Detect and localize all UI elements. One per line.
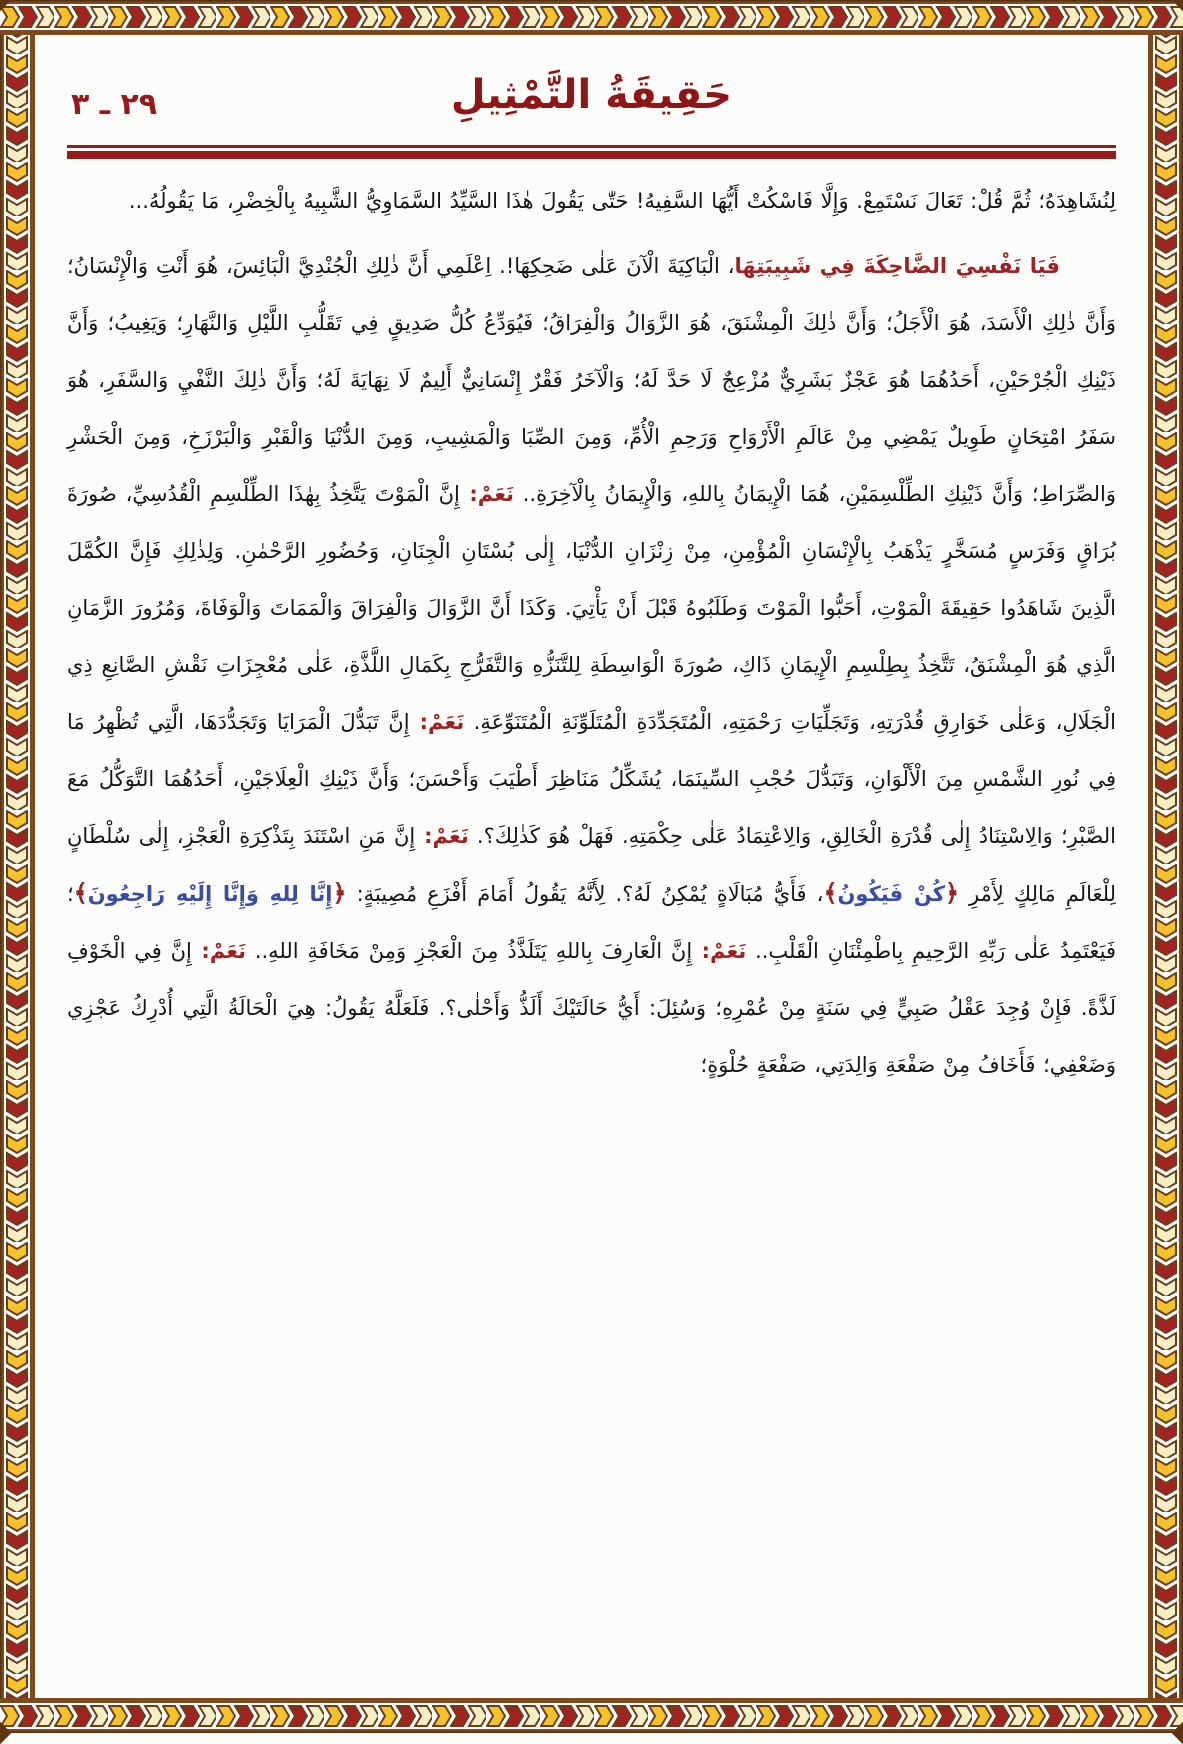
quran-verse-inna-lillah: إِنَّا لِلهِ وَإِنَّا إِلَيْهِ رَاجِعُونَ (88, 882, 333, 906)
keyword-naam: نَعَمْ: (460, 482, 514, 506)
ornamental-border-top (0, 0, 1183, 35)
ornate-bracket-close: ﴾ (823, 879, 837, 907)
page-number: ٢٩ ـ ٣ (71, 87, 157, 122)
page-content (35, 35, 1148, 1698)
text-segment: ، الْبَاكِيَةَ الْآنَ عَلٰى ضَحِكِهَا!. اِعْلَمِي أَنَّ ذٰلِكِ الْجُنْدِيَّ الْبَائِسَ، هُوَ أَنْتِ وَالْإِنْسَانُ؛ وَأَنَّ ذٰلِكِ الْأَسَدَ، هُوَ الْأَجَلُ؛ وَأَنَّ ذٰلِكَ الْمِشْنَقَ، هُوَ الزَّوَالُ وَالْفِرَاقُ؛ فَيُوَدِّعُ كُلُّ صَدِيقٍ فِي تَقَلُّبِ اللَّيْلِ وَالنَّهَارِ؛ وَيَغِيبُ؛ وَأَنَّ ذَيْنِكِ الْجُرْحَيْنِ، أَحَدُهُمَا هُوَ عَجْزٌ بَشَرِيٌّ مُزْعِجٌ لَا حَدَّ لَهُ؛ وَالْآخَرُ فَقْرٌ إِنْسَانِيٌّ أَلِيمٌ لَا نِهَايَةَ لَهُ؛ وَأَنَّ ذٰلِكَ النَّفْيِ وَالسَّفَرِ، هُوَ سَفَرُ امْتِحَانٍ طَوِيلٌ يَمْضِي مِنْ عَالَمِ الْأَرْوَاحِ وَرَحِمِ الْأُمِّ، وَمِنَ الصِّبَا وَالْمَشِيبِ، وَمِنَ الدُّنْيَا وَالْقَبْرِ وَالْبَرْزَخِ، وَمِنَ الْحَشْرِ وَالصِّرَاطِ؛ وَأَنَّ ذَيْنِكِ الطِّلْسِمَيْنِ، هُمَا الْإِيمَانُ بِاللهِ، وَالْإِيمَانُ بِالْآخِرَةِ.. (67, 254, 1116, 506)
text-segment: إِنَّ تَبَدُّلَ الْمَرَايَا وَتَجَدُّدَهَا، الَّتِي تُظْهِرُ مَا فِي نُورِ الشَّمْسِ مِنَ الْأَلْوَانِ، وَتَبَدُّلَ حُجْبِ السِّينَمَا، يُشَكِّلُ مَنَاظِرَ أَطْيَبَ وَأَحْسَنَ؛ وَأَنَّ ذَيْنِكِ الْعِلَاجَيْنِ، أَحَدُهُمَا التَّوَكُّلُ مَعَ الصَّبْرِ؛ وَالِاسْتِنَادُ إِلٰى قُدْرَةِ الْخَالِقِ، وَالِاعْتِمَادُ عَلٰى حِكْمَتِهِ. فَهَلْ هُوَ كَذٰلِكَ؟. (67, 710, 1116, 848)
keyword-naam: نَعَمْ: (192, 939, 246, 963)
body-text-block (67, 173, 1116, 1094)
ornamental-border-bottom (0, 1698, 1183, 1733)
text-segment: إِنَّ مَنِ اسْتَنَدَ بِتَذْكِرَةِ الْعَجْزِ، إِلٰى سُلْطَانٍ لِلْعَالَمِ مَالِكٍ لِأَمْرِ (67, 824, 1116, 906)
quran-verse-kun-fayakun: كُنْ فَيَكُونُ (838, 882, 945, 906)
ornamental-border-right (1148, 0, 1183, 1733)
text-segment: ؛ فَيَعْتَمِدُ عَلٰى رَبِّهِ الرَّحِيمِ بِاطْمِئْنَانِ الْقَلْبِ.. (67, 882, 1116, 963)
text-segment: إِنَّ الْمَوْتَ يَتَّخِذُ بِهٰذَا الطِّلْسِمِ الْقُدُسِيِّ، صُورَةَ بُرَاقٍ وَفَرَسٍ مُسَخَّرٍ يَذْهَبُ بِالْإِنْسَانِ الْمُؤْمِنِ، مِنْ زِنْزَانِ الدُّنْيَا، إِلٰى بُسْتَانِ الْجِنَانِ، وَحُضُورِ الرَّحْمٰنِ. وَلِذٰلِكِ فَإِنَّ الكُمَّلَ الَّذِينَ شَاهَدُوا حَقِيقَةَ الْمَوْتِ، أَحَبُّوا الْمَوْتَ وَطَلَبُوهُ قَبْلَ أَنْ يَأْتِيَ. وَكَذَا أَنَّ الزَّوَالَ وَالْفِرَاقَ وَالْمَمَاتَ وَالْوَفَاةَ، وَمُرُورَ الزَّمَانِ الَّذِي هُوَ الْمِشْنَقُ، تَتَّخِذُ بِطِلْسِمِ الْإِيمَانِ ذَاكِ، صُورَةَ الْوَاسِطَةِ لِلتَّنَزُّهِ وَالتَّفَرُّجِ بِكَمَالِ اللَّذَّةِ، عَلٰى مُعْجِزَاتِ نَقْشِ الصَّانِعِ ذِي الْجَلَالِ، وَعَلٰى خَوَارِقِ قُدْرَتِهِ، وَتَجَلِّيَاتِ رَحْمَتِهِ، الْمُتَجَدِّدَةِ الْمُتَلَوِّنَةِ الْمُتَنَوِّعَةِ. (67, 482, 1116, 734)
ornate-bracket-open: ﴿ (945, 879, 959, 907)
paragraph-main (67, 238, 1116, 1094)
keyword-naam: نَعَمْ: (415, 824, 468, 848)
header-rule (67, 145, 1116, 159)
red-emphasis-phrase: فَيَا نَفْسِيَ الضَّاحِكَةَ فِي شَبِيبَتِهَا (735, 254, 1060, 278)
ornate-bracket-open: ﴿ (332, 879, 346, 907)
text-segment: إِنَّ فِي الْخَوْفِ لَذَّةً. فَإِنْ وُجِدَ عَقْلُ صَبِيٍّ فِي سَنَةٍ مِنْ عُمْرِهِ؛ وَسُئِلَ: أَيُّ حَالَتَيْكَ أَلَذُّ وَأَحْلٰى؟. فَلَعَلَّهُ يَقُولُ: هِيَ الْحَالَةُ الَّتِي أُدْرِكُ عَجْزِي وَضَعْفِي؛ فَأَخَافُ مِنْ صَفْعَةِ وَالِدَتِي، صَفْعَةٍ حُلْوَةٍ؛ (67, 939, 1116, 1077)
page-title: حَقِيقَةُ التَّمْثِيلِ (67, 61, 1116, 119)
header-rule-thick-line (67, 151, 1116, 159)
page-header (67, 61, 1116, 135)
ornate-bracket-close: ﴾ (74, 879, 88, 907)
ornamental-border-left (0, 0, 35, 1733)
text-segment: لِنُشَاهِدَهُ؛ ثُمَّ قُلْ: تَعَالَ نَسْتَمِعْ. وَإِلَّا فَاسْكُتْ أَيُّهَا السَّفِيهُ! حَتّٰى يَقُولَ هٰذَا السَّيِّدُ السَّمَاوِيُّ الشَّبِيهُ بِالْخِضْرِ، مَا يَقُولُهُ... (129, 189, 1116, 213)
paragraph-continuation (67, 173, 1116, 230)
text-segment: إِنَّ الْعَارِفَ بِاللهِ يَتَلَذَّذُ مِنَ الْعَجْزِ وَمِنْ مَخَافَةِ اللهِ.. (246, 939, 692, 963)
keyword-naam: نَعَمْ: (410, 710, 465, 734)
text-segment: ، فَأَيُّ مُبَالَاةٍ يُمْكِنُ لَهُ؟. لِأَنَّهُ يَقُولُ أَمَامَ أَفْزَعِ مُصِيبَةٍ: (347, 882, 824, 906)
keyword-naam: نَعَمْ: (692, 939, 746, 963)
